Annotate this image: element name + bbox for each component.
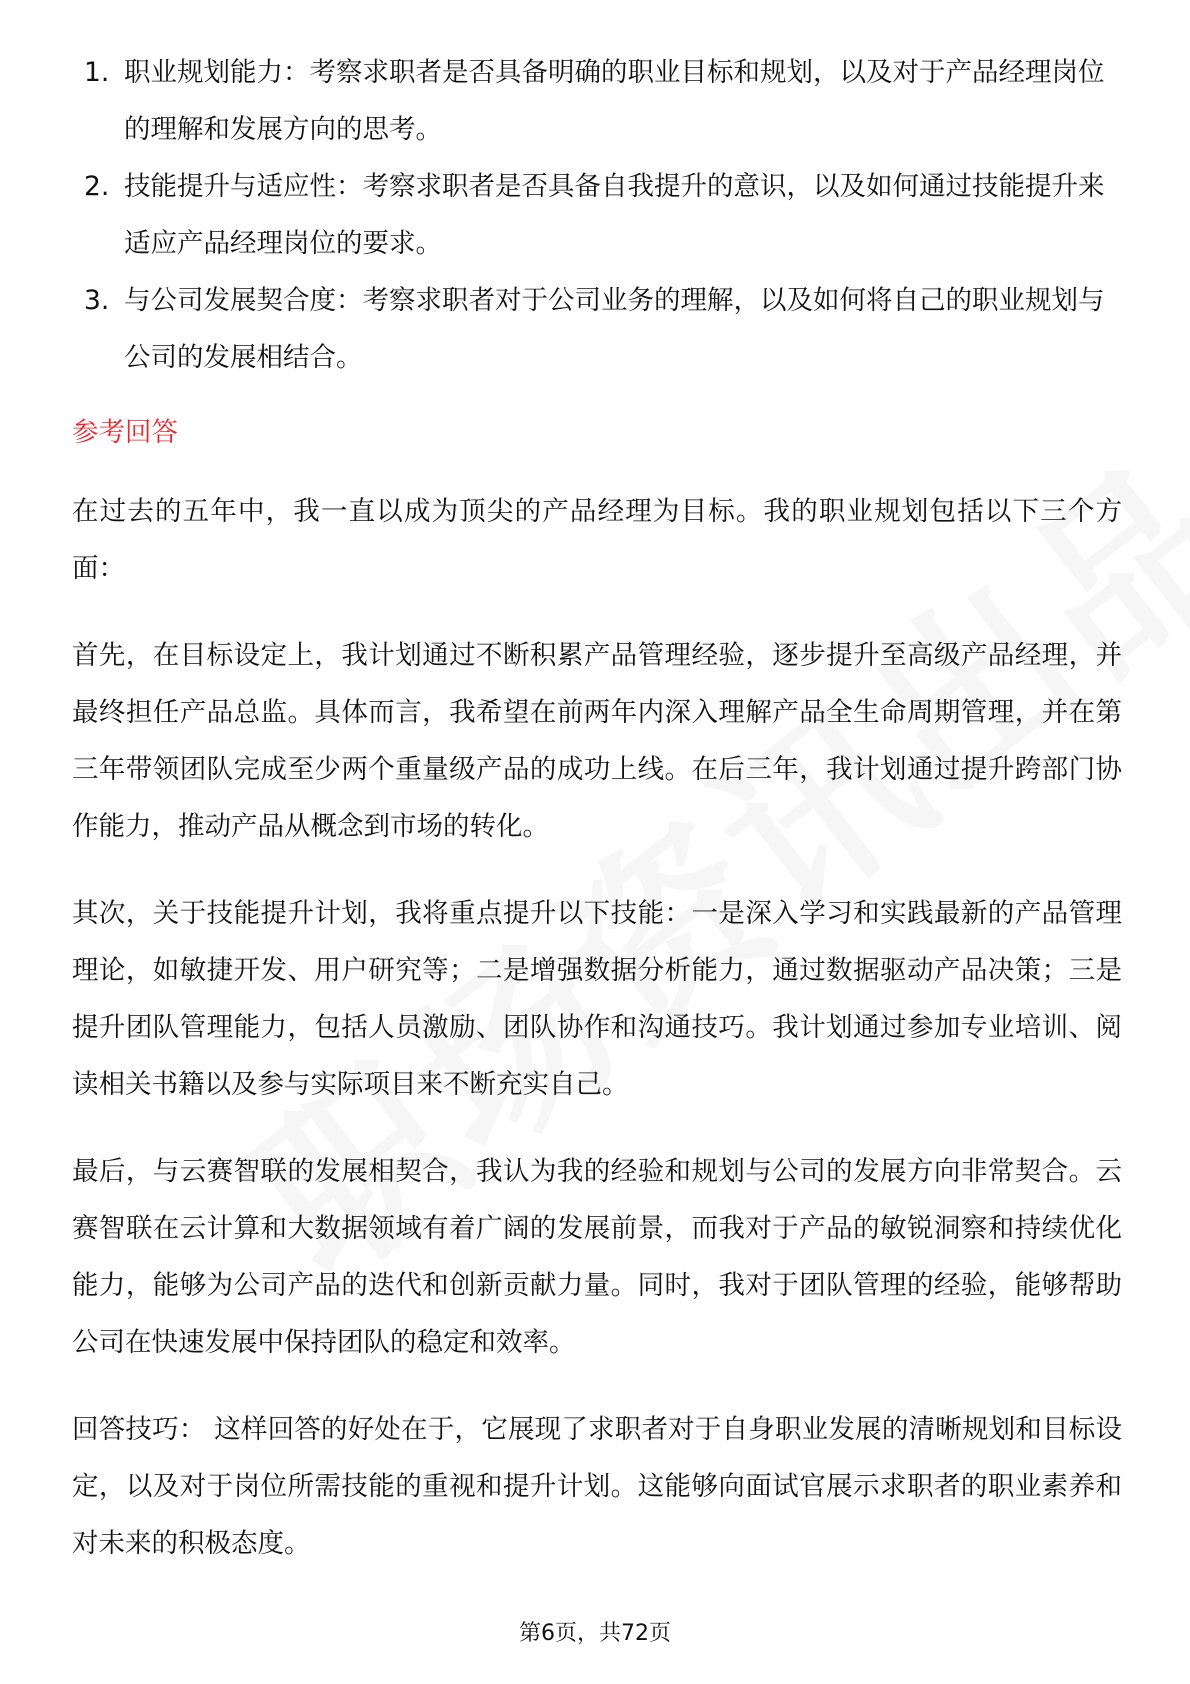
paragraph-second: 其次，关于技能提升计划，我将重点提升以下技能：一是深入学习和实践最新的产品管理理论，如敏捷开发、用户研究等；二是增强数据分析能力，通过数据驱动产品决策；三是提升团队管理能力，包括人员激励、团队协作和沟通技巧。我计划通过参加专业培训、阅读相关书籍以及参与实际项目来不断充实自己。 <box>72 898 1122 1100</box>
paragraph-first: 首先，在目标设定上，我计划通过不断积累产品管理经验，逐步提升至高级产品经理，并最终担任产品总监。具体而言，我希望在前两年内深入理解产品全生命周期管理，并在第三年带领团队完成至少两个重量级产品的成功上线。在后三年，我计划通过提升跨部门协作能力，推动产品从概念到市场的转化。 <box>72 640 1122 842</box>
list-number: 2. <box>84 171 110 202</box>
list-item <box>72 44 1122 158</box>
list-text: 职业规划能力：考察求职者是否具备明确的职业目标和规划，以及对于产品经理岗位的理解和发展方向的思考。 <box>124 57 1105 145</box>
criteria-list <box>72 44 1122 386</box>
list-item <box>72 272 1122 386</box>
paragraph-last: 最后，与云赛智联的发展相契合，我认为我的经验和规划与公司的发展方向非常契合。云赛智联在云计算和大数据领域有着广阔的发展前景，而我对于产品的敏锐洞察和持续优化能力，能够为公司产品的迭代和创新贡献力量。同时，我对于团队管理的经验，能够帮助公司在快速发展中保持团队的稳定和效率。 <box>72 1156 1122 1358</box>
list-text: 与公司发展契合度：考察求职者对于公司业务的理解，以及如何将自己的职业规划与公司的发展相结合。 <box>124 285 1105 373</box>
list-text: 技能提升与适应性：考察求职者是否具备自我提升的意识，以及如何通过技能提升来适应产品经理岗位的要求。 <box>124 171 1105 259</box>
page-footer: 第6页，共72页 <box>519 1621 671 1646</box>
list-number: 1. <box>84 57 110 88</box>
paragraph-intro: 在过去的五年中，我一直以成为顶尖的产品经理为目标。我的职业规划包括以下三个方面： <box>72 496 1122 584</box>
paragraph-tips: 回答技巧： 这样回答的好处在于，它展现了求职者对于自身职业发展的清晰规划和目标设定，以及对于岗位所需技能的重视和提升计划。这能够向面试官展示求职者的职业素养和对未来的积极态度。 <box>72 1414 1122 1559</box>
section-title: 参考回答 <box>72 417 178 448</box>
list-item <box>72 158 1122 272</box>
document-body <box>72 44 1122 1602</box>
list-number: 3. <box>84 285 110 316</box>
